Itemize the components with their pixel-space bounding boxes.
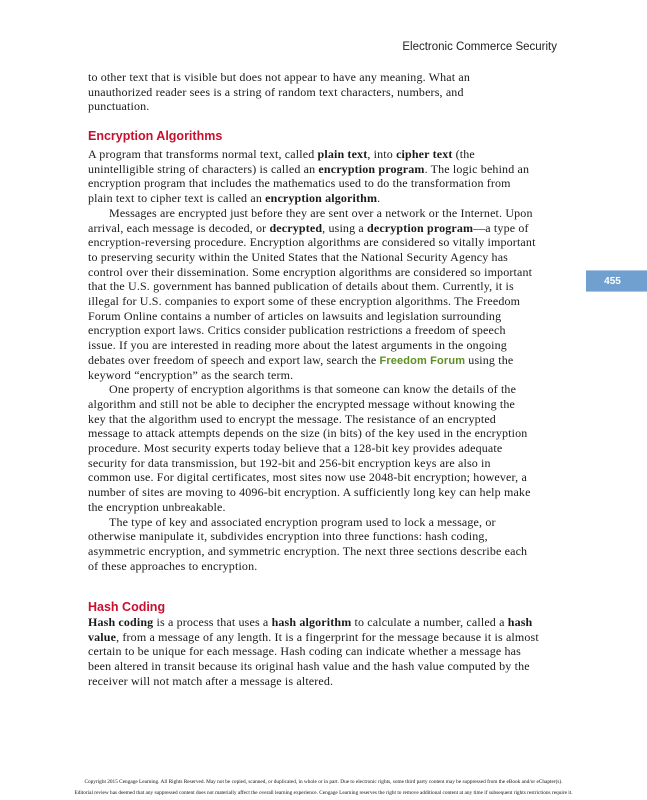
text-run: using the <box>465 352 514 367</box>
page-number-tab: 455 <box>586 270 647 292</box>
text-line <box>88 644 539 659</box>
text-run: Forum Online contains a number of articles on lawsuits and legislation surrounding <box>88 308 502 323</box>
text-run: the encryption unbreakable. <box>88 499 226 514</box>
text-run: encryption export laws. Critics consider publication restrictions a freedom of speech <box>88 323 506 338</box>
text-line <box>88 176 536 191</box>
section-encryption-algorithms-body <box>88 147 536 573</box>
text-line <box>88 674 539 689</box>
key-term: plain text <box>317 147 368 161</box>
key-term: encryption program <box>318 161 425 176</box>
section-heading-hash-coding: Hash Coding <box>88 600 166 614</box>
text-run: encryption program that includes the mathematics used to do the transformation from <box>88 176 511 191</box>
paragraph <box>88 615 539 689</box>
key-term: encryption algorithm <box>265 191 378 206</box>
paragraph <box>88 206 536 382</box>
text-line <box>88 221 536 236</box>
text-line <box>88 412 536 427</box>
key-term: cipher text <box>396 147 453 161</box>
freedom-forum-link[interactable]: Freedom Forum <box>379 354 466 367</box>
text-line <box>88 294 536 309</box>
text-line <box>88 191 536 206</box>
text-run: , using a <box>322 220 368 235</box>
text-line <box>88 353 536 368</box>
paragraph <box>88 147 536 206</box>
text-run: been altered in transit because its original hash value and the hash value computed by the <box>88 659 530 674</box>
text-run: arrival, each message is decoded, or <box>88 220 270 235</box>
text-line <box>88 544 536 559</box>
text-run: to calculate a number, called a <box>351 615 508 629</box>
text-run: keyword “encryption” as the search term. <box>88 367 294 382</box>
text-run: (the <box>452 147 475 161</box>
text-run: algorithm and still not be able to decipher the encrypted message without knowing the <box>88 396 515 411</box>
text-run: , into <box>367 147 397 161</box>
running-header: Electronic Commerce Security <box>402 41 557 53</box>
text-run: , from a message of any length. It is a fingerprint for the message because it is almost <box>116 629 539 644</box>
copyright-notice: Copyright 2015 Cengage Learning. All Rights Reserved. May not be copied, scanned, or duplicated, in whole or in part. Due to electronic rights, some third party content may be suppressed from the eBook and/or eChapter(s). <box>84 779 563 785</box>
text-run: The type of key and associated encryption program used to lock a message, or <box>109 514 496 529</box>
text-line <box>88 397 536 412</box>
text-line <box>88 615 539 630</box>
key-term: Hash coding <box>88 615 154 629</box>
text-line <box>88 338 536 353</box>
text-run: number of sites are moving to 4096-bit encryption. A sufficiently long key can help make <box>88 485 531 500</box>
text-line <box>88 500 536 515</box>
text-run: to preserving security within the United States that the National Security Agency has <box>88 249 508 264</box>
text-line <box>88 309 536 324</box>
text-run: plain text to cipher text is called an <box>88 191 266 206</box>
text-line <box>88 470 536 485</box>
text-run: encryption-reversing procedure. Encryption algorithms are considered so vitally important <box>88 235 536 250</box>
text-line <box>88 265 536 280</box>
text-line <box>88 456 536 471</box>
text-line <box>88 368 536 383</box>
key-term: hash algorithm <box>271 615 352 629</box>
intro-paragraph <box>88 70 470 114</box>
editorial-notice: Editorial review has deemed that any suppressed content does not materially affect the overall learning experience. Cengage Learning reserves the right to remove additional content at any time if subsequent rights restrictions require it. <box>74 790 573 796</box>
text-run: . <box>377 191 381 206</box>
text-line <box>88 559 536 574</box>
text-run: that the U.S. government has banned publication of details about them. Currently, it is <box>88 279 514 294</box>
text-run: otherwise manipulate it, subdivides encryption into three functions: hash coding, <box>88 529 488 544</box>
text-line <box>88 162 536 177</box>
text-run: issue. If you are interested in reading more about the latest arguments in the ongoing <box>88 338 507 353</box>
text-run: . The logic behind an <box>424 161 530 176</box>
text-run: One property of encryption algorithms is that someone can know the details of the <box>109 382 517 397</box>
key-term: value <box>88 629 117 644</box>
paragraph <box>88 382 536 514</box>
text-run: is a process that uses a <box>153 615 272 629</box>
text-line <box>88 250 536 265</box>
text-line <box>88 529 536 544</box>
text-run: A program that transforms normal text, called <box>88 147 318 161</box>
text-line <box>88 485 536 500</box>
key-term: decryption program <box>367 220 474 235</box>
text-run: punctuation. <box>88 99 150 114</box>
text-run: Messages are encrypted just before they are sent over a network or the Internet. Upon <box>109 205 533 220</box>
text-run: procedure. Most security experts today believe that a 128-bit key provides adequate <box>88 441 503 456</box>
text-line <box>88 382 536 397</box>
text-line <box>88 659 539 674</box>
text-run: security for data transmission, but 192-bit and 256-bit encryption keys are also in <box>88 455 491 470</box>
text-run: message to attack attempts depends on the size (in bits) of the key used in the encryption <box>88 426 528 441</box>
text-line <box>88 323 536 338</box>
paragraph <box>88 515 536 574</box>
text-line <box>88 279 536 294</box>
text-line <box>88 206 536 221</box>
key-term: hash <box>507 615 533 629</box>
text-run: unauthorized reader sees is a string of random text characters, numbers, and <box>88 84 464 99</box>
text-run: to other text that is visible but does not appear to have any meaning. What an <box>88 70 471 84</box>
text-line <box>88 426 536 441</box>
text-line <box>88 630 539 645</box>
text-run: illegal for U.S. companies to export some of these encryption algorithms. The Freedom <box>88 294 521 309</box>
text-line <box>88 99 470 114</box>
text-line <box>88 85 470 100</box>
text-run: asymmetric encryption, and symmetric encryption. The next three sections describe each <box>88 543 528 558</box>
text-run: —a type of <box>473 220 529 235</box>
text-run: certain to be unique for each message. Hash coding can indicate whether a message has <box>88 644 521 659</box>
text-line <box>88 515 536 530</box>
text-run: unintelligible string of characters) is called an <box>88 161 319 176</box>
text-run: receiver will not match after a message is altered. <box>88 673 334 688</box>
section-heading-encryption-algorithms: Encryption Algorithms <box>88 129 223 143</box>
text-run: debates over freedom of speech and export law, search the <box>88 352 380 367</box>
text-run: control over their dissemination. Some encryption algorithms are considered so important <box>88 264 533 279</box>
text-run: common use. For digital certificates, most sites now use 2048-bit encryption; however, a <box>88 470 527 485</box>
text-run: key that the algorithm used to encrypt the message. The resistance of an encrypted <box>88 411 496 426</box>
text-line <box>88 441 536 456</box>
text-run: of these approaches to encryption. <box>88 558 258 573</box>
text-line <box>88 70 470 85</box>
section-hash-coding-body <box>88 615 539 689</box>
key-term: decrypted <box>269 220 323 235</box>
text-line <box>88 147 536 162</box>
text-line <box>88 235 536 250</box>
